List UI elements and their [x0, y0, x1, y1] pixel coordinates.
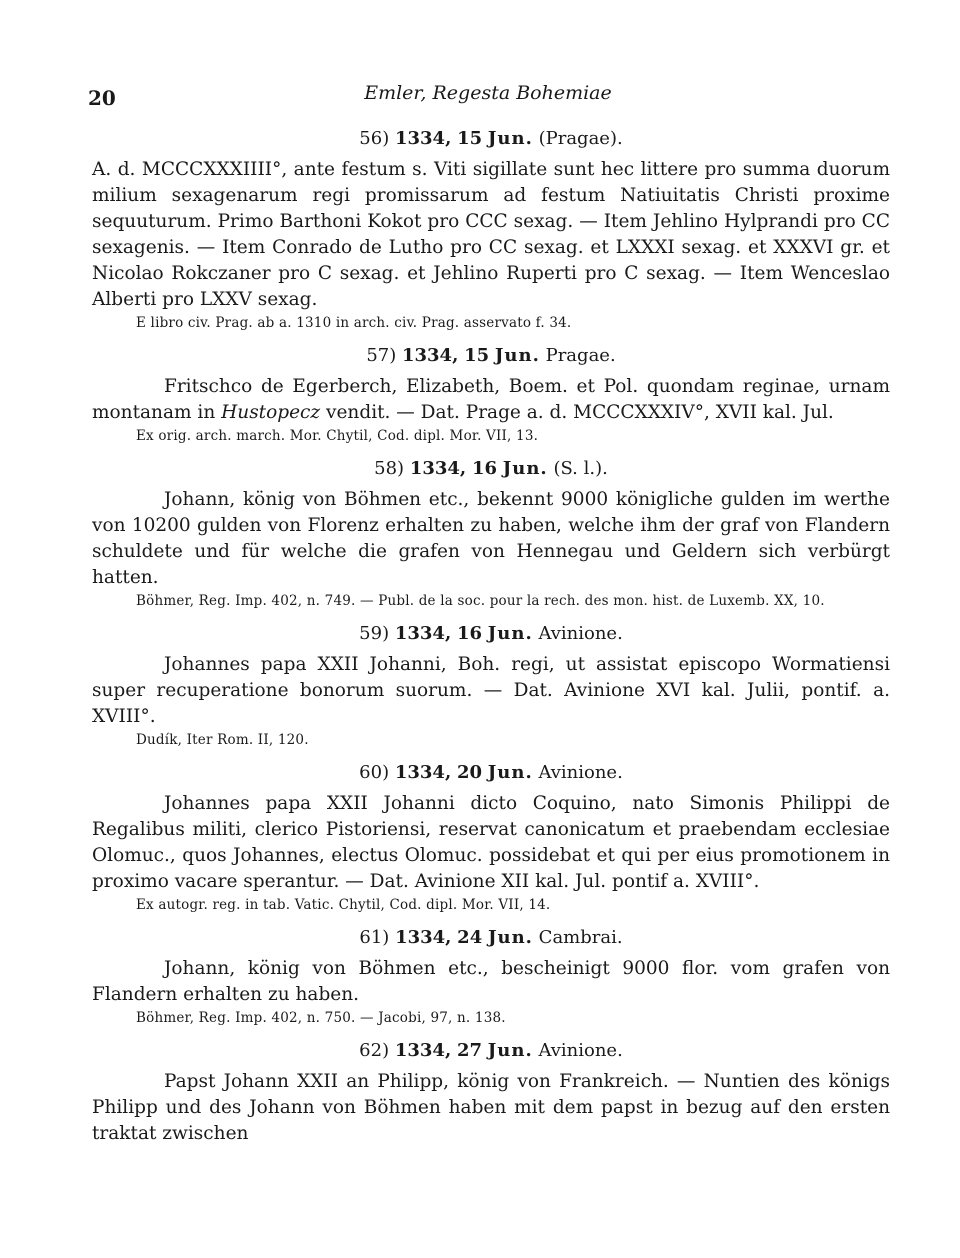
entry-58: [92, 458, 890, 609]
entry-month: Jun.: [487, 762, 533, 783]
entry-62: [92, 1040, 890, 1147]
entry-day: 24: [457, 927, 483, 948]
entry-source: Ex orig. arch. march. Mor. Chytil, Cod. dipl. Mor. VII, 13.: [136, 428, 539, 444]
entry-year: 1334,: [394, 762, 452, 783]
entry-year: 1334,: [394, 128, 452, 149]
entry-heading: [92, 623, 890, 644]
entry-place: Cambrai.: [538, 927, 623, 948]
page-number: 20: [88, 86, 116, 110]
entry-month: Jun.: [487, 927, 533, 948]
document-body: [92, 122, 890, 1147]
entry-text: Johannes papa XXII Johanni, Boh. regi, ut assistat episcopo Wormatiensi super recuperatione bonorum suorum. — Dat. Avinione XVI kal. Julii, pontif. a. XVIII°.: [92, 654, 890, 727]
entry-number: 62): [359, 1040, 390, 1061]
entry-month: Jun.: [502, 458, 548, 479]
entry-place: Avinione.: [538, 1040, 623, 1061]
entry-59: [92, 623, 890, 748]
entry-year: 1334,: [409, 458, 467, 479]
entry-57: [92, 345, 890, 444]
entry-heading: [92, 1040, 890, 1061]
entry-number: 60): [359, 762, 390, 783]
entry-place: Avinione.: [538, 623, 623, 644]
entry-source: Böhmer, Reg. Imp. 402, n. 750. — Jacobi, 97, n. 138.: [136, 1010, 506, 1026]
entry-year: 1334,: [401, 345, 459, 366]
entry-month: Jun.: [487, 128, 533, 149]
entry-61: [92, 927, 890, 1026]
entry-number: 58): [374, 458, 405, 479]
entry-text: A. d. MCCCXXXIIII°, ante festum s. Viti sigillate sunt hec littere pro summa duorum milium sexagenarum regi promissarum ad festum Natiuitatis Christi proxime sequuturum. Primo Barthoni Kokot pro CCC sexag. — Item Jehlino Hylprandi pro CC sexagenis. — Item Conrado de Lutho pro CC sexag. et LXXXI sexag. et XXXVI gr. et Nicolao Rokczaner pro C sexag. et Jehlino Ruperti pro C sexag. — Item Wenceslao Alberti pro LXXV sexag.: [92, 159, 890, 310]
entry-60: [92, 762, 890, 913]
entry-source: Ex autogr. reg. in tab. Vatic. Chytil, Cod. dipl. Mor. VII, 14.: [136, 897, 551, 913]
entry-number: 59): [359, 623, 390, 644]
entry-heading: [92, 762, 890, 783]
page-header: [88, 82, 888, 112]
entry-heading: [92, 458, 890, 479]
entry-number: 56): [359, 128, 390, 149]
entry-text-place-name: Hustopecz: [221, 402, 321, 423]
entry-day: 16: [456, 623, 483, 644]
entry-month: Jun.: [494, 345, 540, 366]
entry-text: Johannes papa XXII Johanni dicto Coquino, nato Simonis Philippi de Regalibus militi, clerico Pistoriensi, reservat canonicatum et praebendam ecclesiae Olomuc., quos Johannes, electus Olomuc. possidebat et qui per eius promotionem in proximo vacare sperantur. — Dat. Avinione XII kal. Jul. pontif a. XVIII°.: [92, 793, 890, 892]
entry-day: 15: [464, 345, 490, 366]
entry-place: Avinione.: [538, 762, 623, 783]
entry-day: 15: [457, 128, 483, 149]
entry-source: Böhmer, Reg. Imp. 402, n. 749. — Publ. de la soc. pour la rech. des mon. hist. de Luxemb. XX, 10.: [136, 593, 825, 609]
entry-place: (Pragae).: [538, 128, 623, 149]
entry-month: Jun.: [487, 623, 533, 644]
entry-number: 61): [359, 927, 390, 948]
entry-text: Johann, könig von Böhmen etc., bekennt 9000 königliche gulden im werthe von 10200 gulden von Florenz erhalten zu haben, welche ihm der graf von Flandern schuldete und für welche die grafen von Hennegau und Geldern sich verbürgt hatten.: [92, 489, 890, 588]
running-title: Emler, Regesta Bohemiae: [364, 82, 612, 104]
entry-source: Dudík, Iter Rom. II, 120.: [136, 732, 309, 748]
entry-source: E libro civ. Prag. ab a. 1310 in arch. civ. Prag. asservato f. 34.: [136, 315, 572, 331]
entry-month: Jun.: [487, 1040, 533, 1061]
entry-text: Johann, könig von Böhmen etc., bescheinigt 9000 flor. vom grafen von Flandern erhalten zu haben.: [92, 958, 890, 1005]
entry-heading: [92, 927, 890, 948]
entry-heading: [92, 345, 890, 366]
entry-text-pre: Fritschco de Egerberch, Elizabeth, Boem. et Pol. quondam reginae, urnam montanam in: [92, 376, 890, 423]
entry-number: 57): [366, 345, 397, 366]
entry-day: 20: [456, 762, 483, 783]
entry-text: Papst Johann XXII an Philipp, könig von Frankreich. — Nuntien des königs Philipp und des Johann von Böhmen haben mit dem papst in bezug auf den ersten traktat zwischen: [92, 1071, 890, 1144]
entry-day: 27: [456, 1040, 483, 1061]
entry-text-post: vendit. — Dat. Prage a. d. MCCCXXXIV°, XVII kal. Jul.: [320, 402, 834, 423]
entry-year: 1334,: [394, 1040, 452, 1061]
entry-text: [92, 374, 890, 426]
entry-day: 16: [471, 458, 497, 479]
entry-56: [92, 128, 890, 331]
entry-place: (S. l.).: [553, 458, 608, 479]
entry-year: 1334,: [394, 623, 452, 644]
entry-year: 1334,: [395, 927, 452, 948]
entry-heading: [92, 128, 890, 149]
entry-place: Pragae.: [545, 345, 616, 366]
